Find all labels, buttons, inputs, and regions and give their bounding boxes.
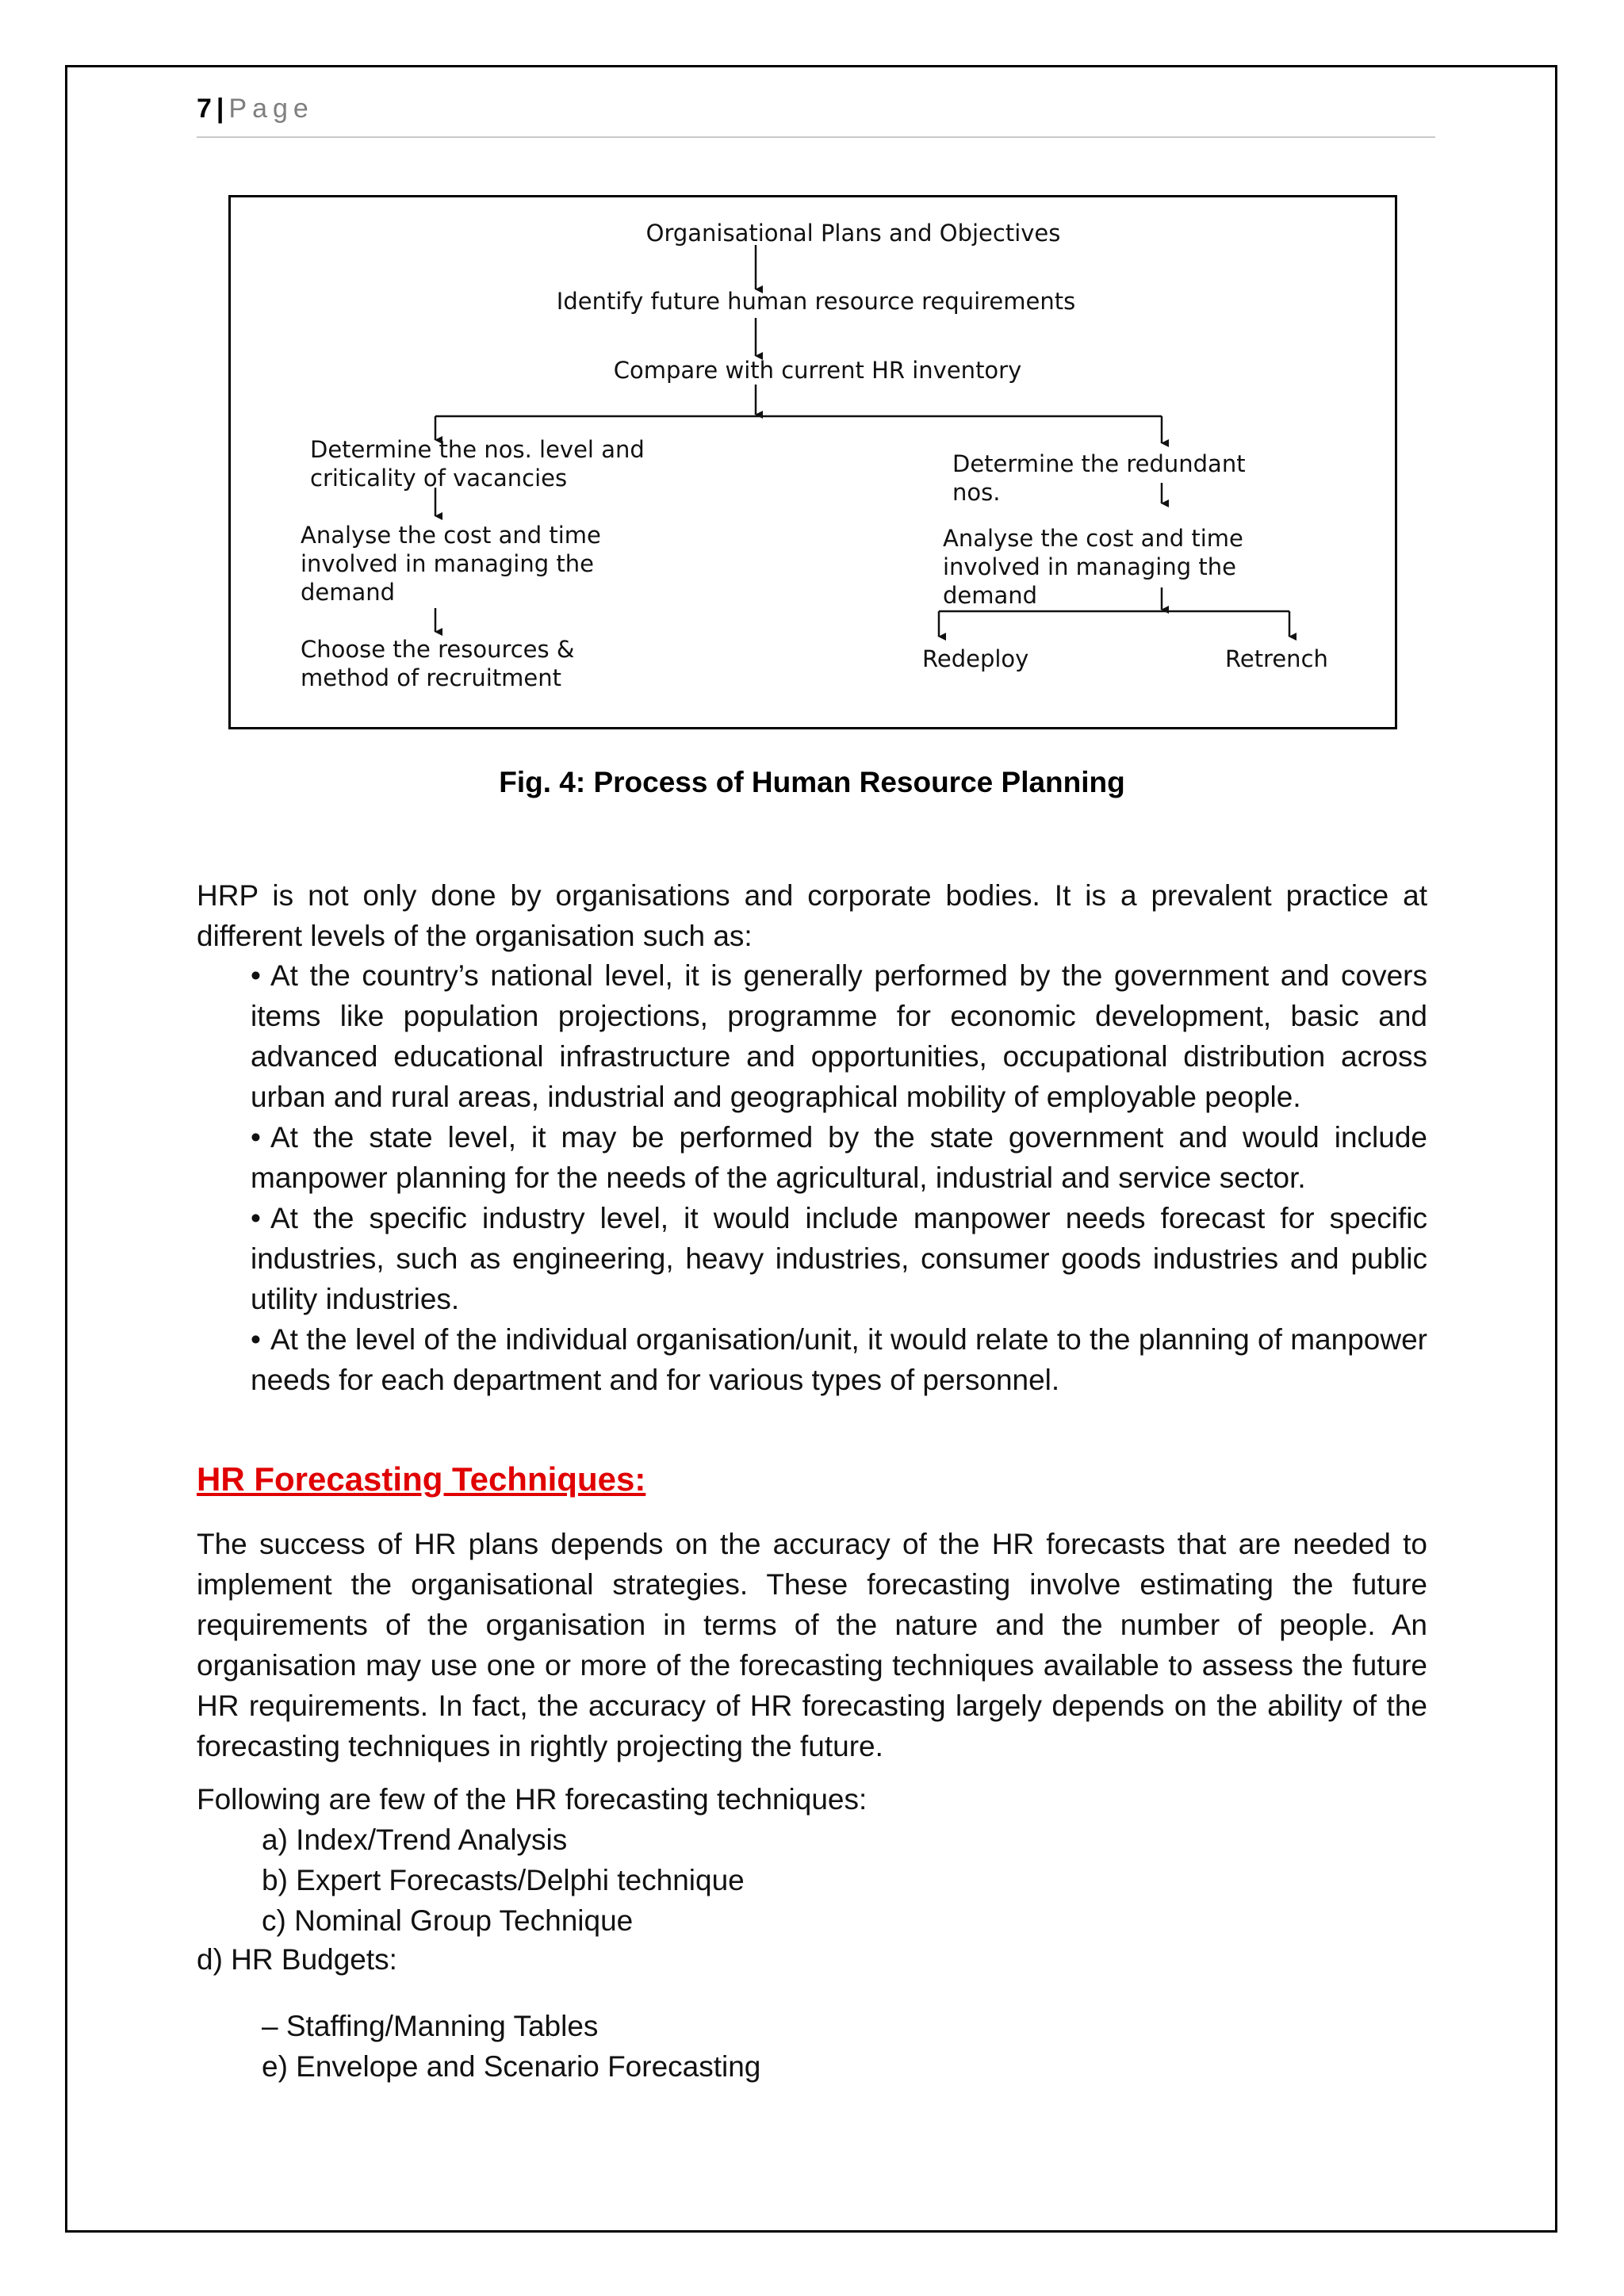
levels-bullet-list: [251, 955, 1427, 1400]
node-left-choose: Choose the resources & method of recruitment: [301, 636, 575, 691]
page-header: [197, 94, 1435, 138]
node-left-analyse: Analyse the cost and time involved in managing the demand: [301, 522, 601, 606]
node-retrench: Retrench: [1225, 645, 1328, 672]
list-item: c) Nominal Group Technique: [262, 1904, 634, 1937]
page-label: Page: [228, 94, 314, 124]
node-right-analyse: Analyse the cost and time involved in managing the demand: [943, 525, 1243, 609]
node-left-determine: Determine the nos. level and criticality of vacancies: [310, 436, 645, 492]
list-item: • At the state level, it may be performed by the state government and would include manpower planning for the needs of the agricultural, industrial and service sector.: [251, 1121, 1427, 1194]
techniques-list: [262, 1820, 745, 1941]
list-item: • At the country’s national level, it is generally performed by the government and covers items like population projections, programme for economic development, basic and advanced educational infrastructure and opportunities, occupational distribution across urban and rural areas, industrial and geographical mobility of employable people.: [251, 959, 1427, 1113]
page-number: 7: [197, 94, 212, 124]
list-item: • At the specific industry level, it would include manpower needs forecast for specific industries, such as engineering, heavy industries, consumer goods industries and public utility industries.: [251, 1202, 1427, 1315]
technique-hr-budgets: d) HR Budgets:: [197, 1943, 397, 1976]
forecasting-paragraph: The success of HR plans depends on the accuracy of the HR forecasts that are needed to implement the organisational strategies. These forecasting involve estimating the future requirements of the organisation in terms of the nature and the number of people. An organisation may use one or more of the forecasting techniques available to assess the future HR requirements. In fact, the accuracy of HR forecasting largely depends on the ability of the forecasting techniques in rightly projecting the future.: [197, 1528, 1427, 1762]
section-heading: HR Forecasting Techniques:: [197, 1460, 646, 1498]
list-item: e) Envelope and Scenario Forecasting: [262, 2050, 761, 2083]
node-organisational-plans: Organisational Plans and Objectives: [645, 220, 1061, 247]
header-separator: |: [216, 94, 224, 124]
list-item: • At the level of the individual organisation/unit, it would relate to the planning of manpower needs for each department and for various types of personnel.: [251, 1323, 1427, 1396]
node-redeploy: Redeploy: [922, 645, 1029, 672]
node-compare-inventory: Compare with current HR inventory: [613, 357, 1022, 384]
techniques-intro: Following are few of the HR forecasting techniques:: [197, 1783, 868, 1816]
hrp-process-diagram: [228, 195, 1397, 729]
node-identify-requirements: Identify future human resource requirements: [556, 288, 1076, 315]
list-item: – Staffing/Manning Tables: [262, 2010, 599, 2042]
list-item: b) Expert Forecasts/Delphi technique: [262, 1864, 745, 1896]
figure-caption: Fig. 4: Process of Human Resource Planning: [499, 766, 1125, 798]
intro-paragraph: HRP is not only done by organisations and corporate bodies. It is a prevalent practice at different levels of the organisation such as:: [197, 879, 1427, 952]
list-item: a) Index/Trend Analysis: [262, 1823, 568, 1856]
techniques-list-more: [262, 2006, 760, 2087]
node-right-determine: Determine the redundant nos.: [952, 450, 1246, 506]
